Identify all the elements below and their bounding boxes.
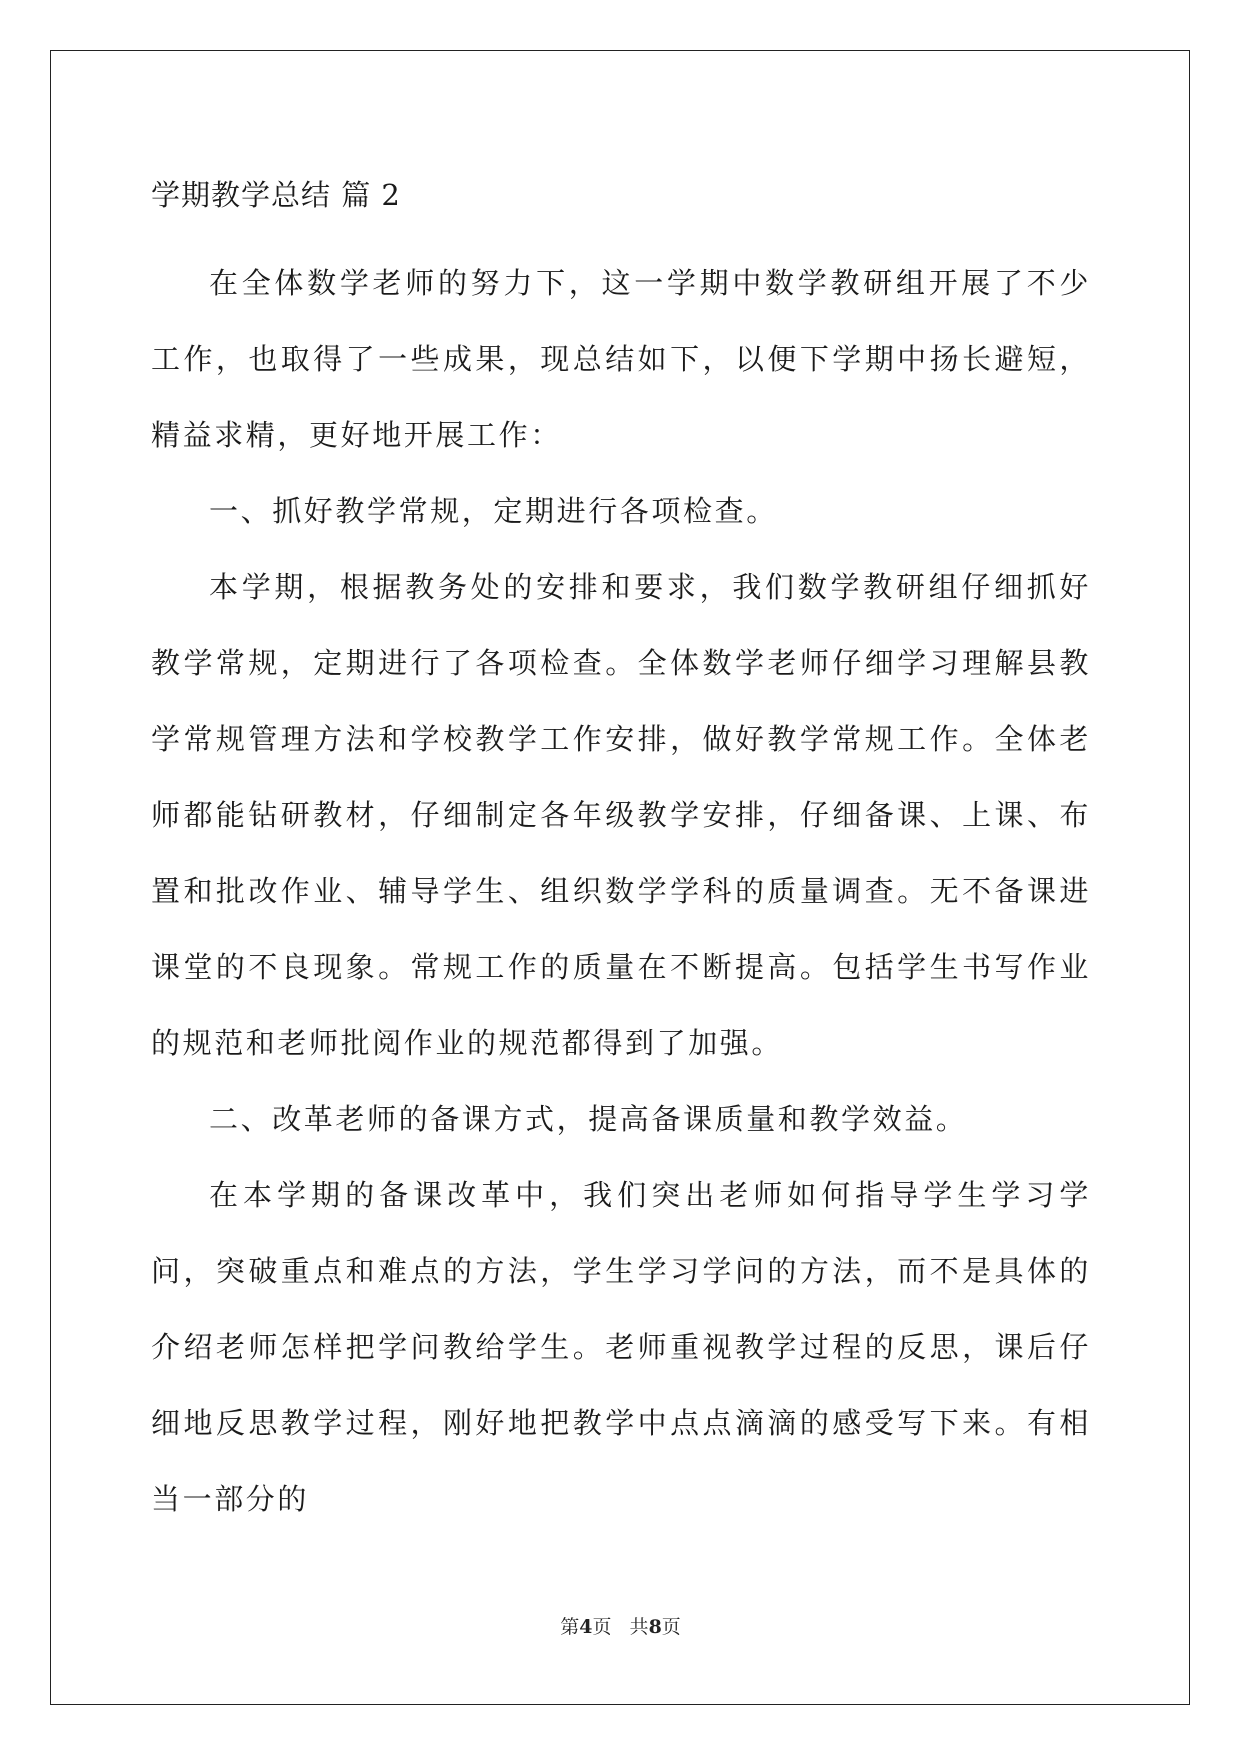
total-page-number: 8 [648,1616,662,1638]
page-footer [0,1614,1241,1640]
paragraph-section-2: 在本学期的备课改革中，我们突出老师如何指导学生学习学问，突破重点和难点的方法，学生学习学问的方法，而不是具体的介绍老师怎样把学问教给学生。老师重视教学过程的反思，课后仔细地反思教学过程，刚好地把教学中点点滴滴的感受写下来。有相当一部分的 [151,1178,1091,1516]
footer-suffix: 页 [661,1616,681,1638]
section-heading-2: 二、改革老师的备课方式，提高备课质量和教学效益。 [209,1102,968,1136]
section-heading-1: 一、抓好教学常规，定期进行各项检查。 [209,494,778,528]
paragraph-intro: 在全体数学老师的努力下，这一学期中数学教研组开展了不少工作，也取得了一些成果，现总结如下，以便下学期中扬长避短，精益求精，更好地开展工作： [151,266,1091,452]
document-heading: 学期教学总结 篇 2 [151,178,401,212]
footer-prefix: 第 [560,1616,580,1638]
footer-middle: 页 共 [592,1616,649,1638]
document-body [151,166,1091,1537]
paragraph-section-1: 本学期，根据教务处的安排和要求，我们数学教研组仔细抓好教学常规，定期进行了各项检查。全体数学老师仔细学习理解县教学常规管理方法和学校教学工作安排，做好教学常规工作。全体老师都能钻研教材，仔细制定各年级教学安排，仔细备课、上课、布置和批改作业、辅导学生、组织数学学科的质量调查。无不备课进课堂的不良现象。常规工作的质量在不断提高。包括学生书写作业的规范和老师批阅作业的规范都得到了加强。 [151,570,1091,1060]
current-page-number: 4 [579,1616,593,1638]
